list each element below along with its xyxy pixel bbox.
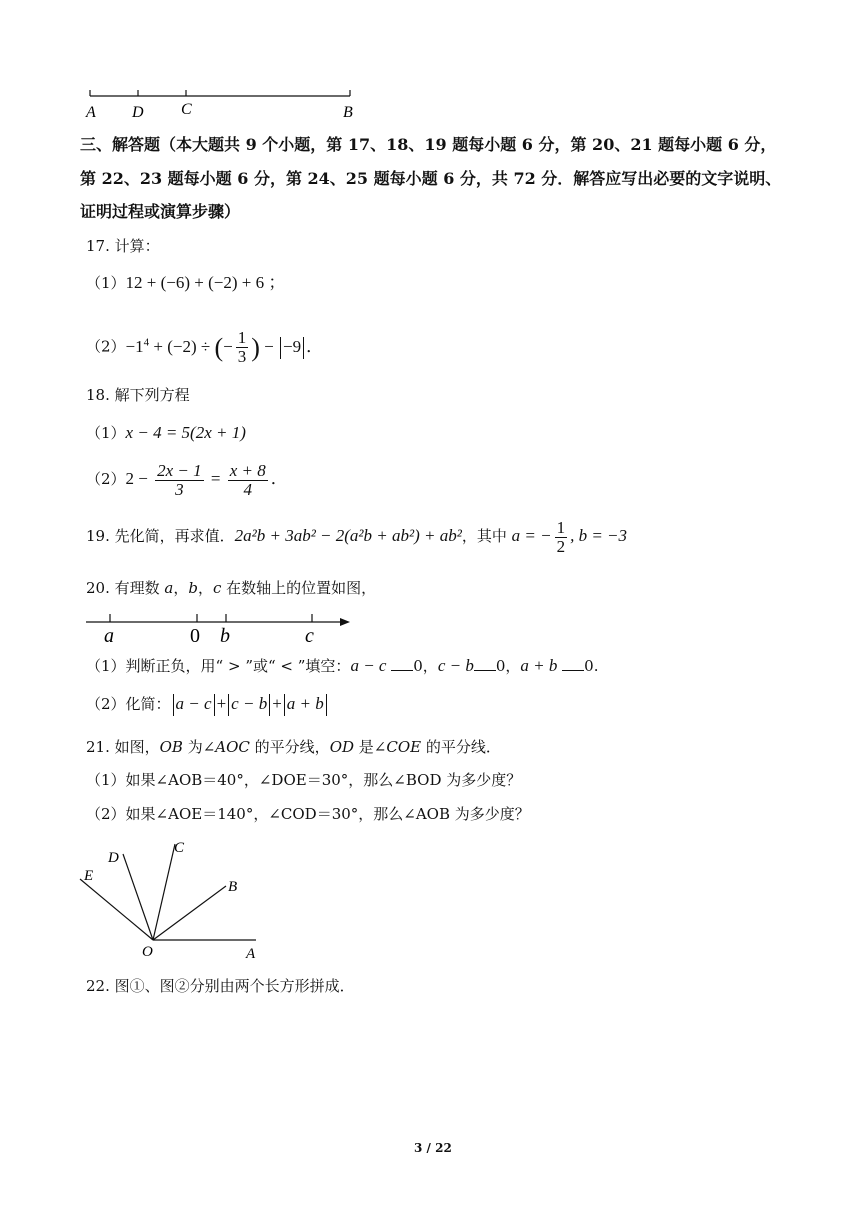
q18-p2-a: 2 − xyxy=(125,469,153,488)
q17-p2-paren-close: ) xyxy=(251,332,260,362)
q21-title-ob: OB xyxy=(159,738,183,756)
q20-zero-3: 0 xyxy=(584,657,594,675)
q19-cond-b: , b = −3 xyxy=(570,526,628,545)
q21-title-coe: COE xyxy=(386,738,422,756)
q17-title: 17. 计算： xyxy=(86,237,160,255)
label-a: A xyxy=(86,104,96,121)
q17-part1 xyxy=(86,273,285,293)
q17-p2-num: 1 xyxy=(237,328,247,348)
q20-plus-2: + xyxy=(272,694,282,713)
q18-p2-label: （2） xyxy=(86,470,126,488)
number-line-figure xyxy=(84,608,356,648)
q20-sep2: ， xyxy=(197,579,213,597)
q19-num: 1 xyxy=(556,517,566,537)
q20-blank-2[interactable] xyxy=(474,656,496,671)
q19-prefix: 19. 先化简，再求值． xyxy=(86,527,235,545)
q19-expr: 2a²b + 3ab² − 2(a²b + ab²) + ab² xyxy=(234,526,462,545)
number-line-arrow xyxy=(340,618,350,626)
q22-title: 22. 图①、图②分别由两个长方形拼成． xyxy=(86,977,355,995)
q20-title-a: a xyxy=(164,579,174,597)
section3-line3: 证明过程或演算步骤） xyxy=(80,202,241,221)
q20-title xyxy=(86,578,376,598)
q17-p2-b: + (−2) ÷ xyxy=(149,336,215,356)
q19-den: 2 xyxy=(556,536,566,556)
label-d: D xyxy=(108,850,119,866)
section3-line1: 三、解答题（本大题共 9 个小题，第 17、18、19 题每小题 6 分，第 20、21 题每小题 6 分， xyxy=(80,135,777,154)
label-c: C xyxy=(181,101,192,118)
q20-comma-2: ， xyxy=(505,657,521,675)
q20-sep1: ， xyxy=(173,579,189,597)
q18-part2 xyxy=(86,457,288,501)
q18-p2-end: ． xyxy=(270,469,288,488)
q20-p1-e3: a + b xyxy=(520,656,558,675)
q18-p1-expr: x − 4 = 5(2x + 1) xyxy=(125,423,246,442)
q18-p2-frac2 xyxy=(228,462,268,499)
q20-title-b: b xyxy=(188,579,198,597)
q17-p2-abs: −9 xyxy=(283,336,302,356)
q20-zero-2: 0 xyxy=(495,657,506,675)
label-d: D xyxy=(132,104,144,121)
angle-figure xyxy=(78,836,268,964)
q21-title-mid3: 是∠ xyxy=(354,738,387,756)
q17-p2-c: − xyxy=(259,336,278,356)
q20-title-c: c xyxy=(213,579,222,597)
q21-title xyxy=(86,737,501,757)
q20-blank-3[interactable] xyxy=(562,656,584,671)
label-0: 0 xyxy=(190,625,200,647)
q20-title-suffix: 在数轴上的位置如图， xyxy=(221,579,377,597)
label-a: a xyxy=(104,625,114,647)
q21-part2: （2）如果∠AOE＝140°，∠COD＝30°，那么∠AOB 为多少度？ xyxy=(86,805,530,823)
q21-title-mid1: 为∠ xyxy=(182,738,216,756)
q18-p2-num1: 2x − 1 xyxy=(157,460,202,480)
q20-title-prefix: 20. 有理数 xyxy=(86,579,165,597)
q21-title-pre: 21. 如图， xyxy=(86,738,160,756)
q18-title: 18. 解下列方程 xyxy=(86,386,190,404)
q21-title-mid2: 的平分线， xyxy=(249,738,330,756)
label-a: A xyxy=(246,946,256,962)
q18-p2-frac1 xyxy=(155,462,204,499)
label-b: B xyxy=(343,104,353,121)
q20-blank-1[interactable] xyxy=(391,656,413,671)
q20-abs1: a − c xyxy=(175,694,212,713)
q21-title-end: 的平分线． xyxy=(421,738,501,756)
label-c: c xyxy=(305,625,314,647)
q19 xyxy=(86,514,627,558)
segment-figure xyxy=(80,86,370,122)
q20-abs2: c − b xyxy=(231,694,268,713)
q20-p1-e2: c − b xyxy=(437,656,474,675)
q17-part2 xyxy=(86,320,323,370)
q20-abs3: a + b xyxy=(286,694,324,713)
label-b: B xyxy=(228,879,238,895)
q21-part1: （1）如果∠AOB＝40°，∠DOE＝30°，那么∠BOD 为多少度？ xyxy=(86,771,522,789)
q18-part1 xyxy=(86,423,246,443)
q20-period: . xyxy=(593,657,599,675)
label-e: E xyxy=(84,868,94,884)
q18-p1-label: （1） xyxy=(86,424,126,442)
label-o: O xyxy=(142,944,153,960)
section3-line2: 第 22、23 题每小题 6 分，第 24、25 题每小题 6 分，共 72 分．解答应写出必要的文字说明、 xyxy=(80,169,782,188)
q20-part2 xyxy=(86,694,329,716)
label-b: b xyxy=(220,625,230,647)
q17-p2-a: −1 xyxy=(125,336,144,356)
q17-p1-label: （1） xyxy=(86,274,126,292)
q17-p2-paren-open: ( xyxy=(214,332,224,362)
q17-p2-den: 3 xyxy=(237,347,247,367)
q17-p2-label: （2） xyxy=(86,337,126,356)
q17-p2-end: ． xyxy=(306,336,324,356)
q18-p2-eq: = xyxy=(206,469,225,488)
q20-plus-1: + xyxy=(216,694,227,713)
q21-title-od: OD xyxy=(329,738,355,756)
q17-p2-exp: 4 xyxy=(143,336,150,348)
q18-p2-den2: 4 xyxy=(243,479,253,499)
q20-p2-label: （2）化简： xyxy=(86,695,171,713)
q17-p1-expr: 12 + (−6) + (−2) + 6 ； xyxy=(125,273,286,292)
q20-p1-e1: a − c xyxy=(350,656,387,675)
q20-p1-label: （1）判断正负，用“ > ”或“ < ”填空： xyxy=(86,657,351,675)
q19-cond-a: a = − xyxy=(511,526,552,545)
q20-comma-1: ， xyxy=(422,657,438,675)
page-number: 3 / 22 xyxy=(414,1141,452,1155)
q21-title-aoc: AOC xyxy=(215,738,250,756)
q20-zero-1: 0 xyxy=(413,657,423,675)
q19-mid: ，其中 xyxy=(461,527,512,545)
q17-p2-fraction xyxy=(236,329,249,366)
q20-part1 xyxy=(86,656,599,676)
label-c: C xyxy=(174,840,185,856)
q18-p2-den1: 3 xyxy=(175,479,184,499)
q18-p2-num2: x + 8 xyxy=(229,460,266,480)
q19-fraction xyxy=(555,519,568,556)
q17-p2-minus: − xyxy=(223,336,233,356)
